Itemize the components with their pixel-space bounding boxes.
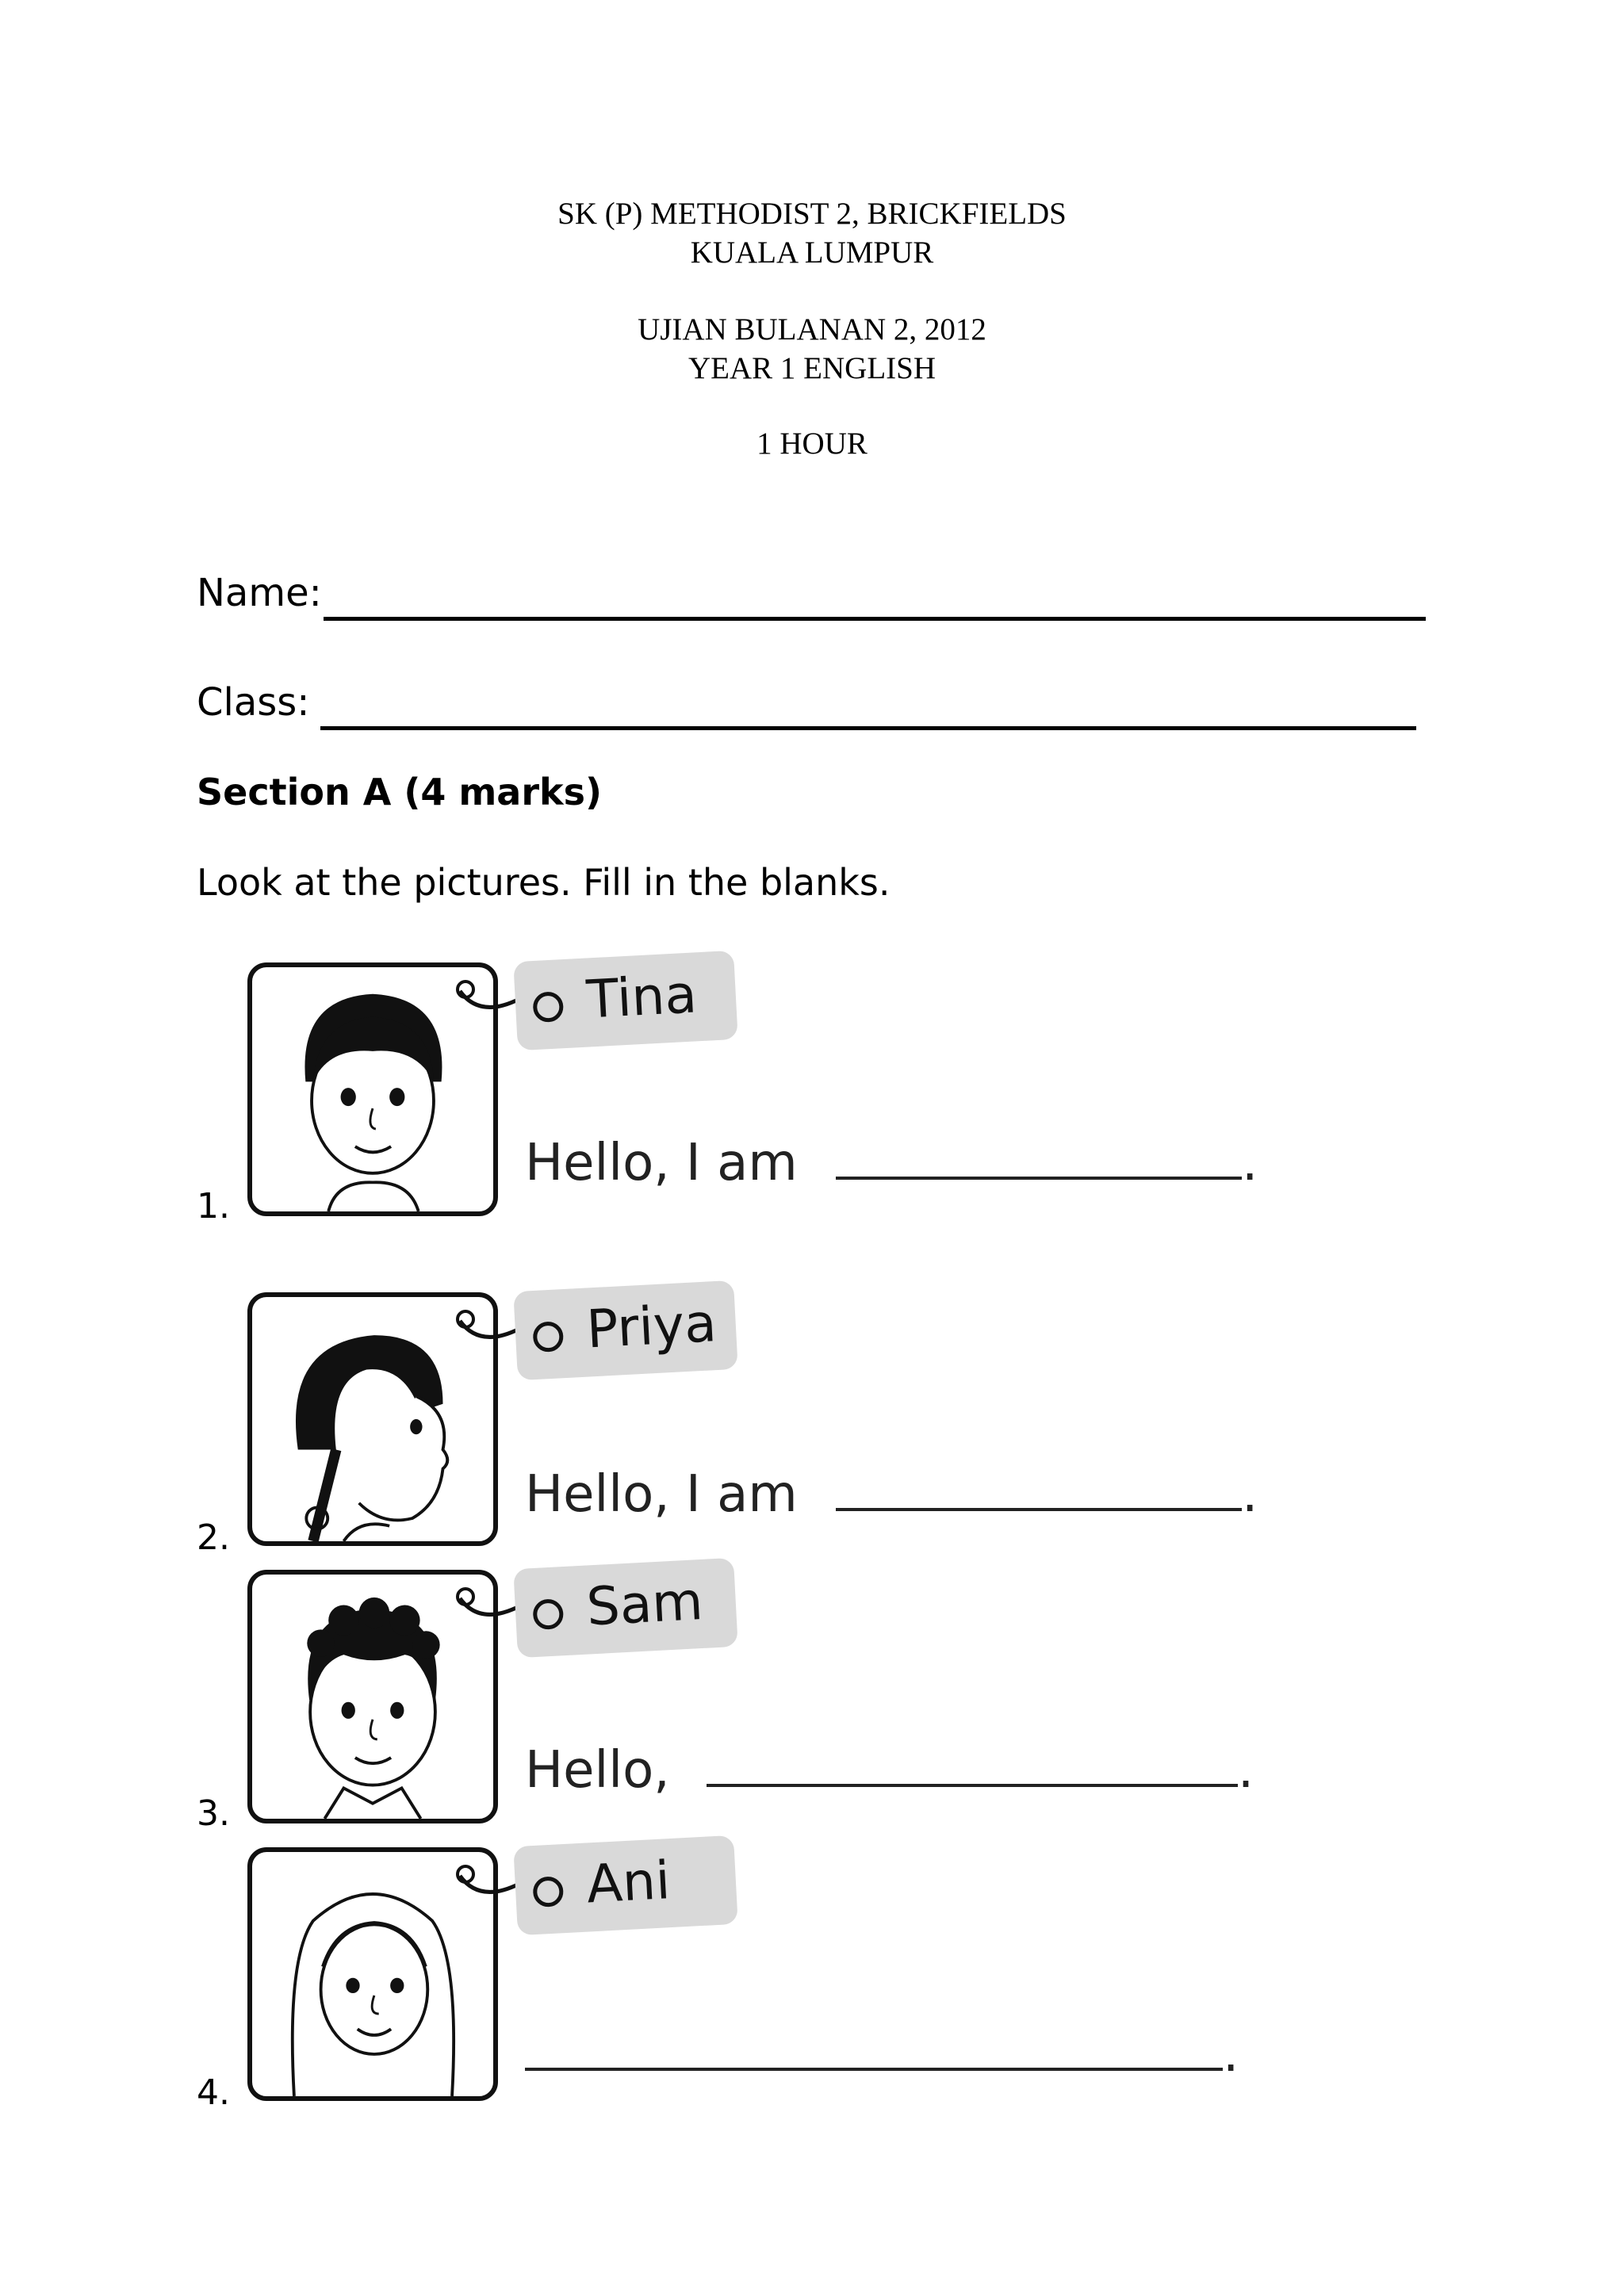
name-blank[interactable]: [324, 617, 1426, 621]
tag-ring-icon: [532, 1321, 564, 1353]
name-tag-priya: [513, 1280, 737, 1380]
period: .: [1242, 1134, 1258, 1192]
question-number: 3.: [197, 1793, 230, 1834]
prompt-text: Hello, I am: [525, 1134, 798, 1192]
school-city: KUALA LUMPUR: [690, 235, 934, 270]
name-tag-label: Sam: [584, 1570, 705, 1638]
sentence-2: [525, 1465, 1258, 1524]
tag-ring-icon: [532, 991, 564, 1023]
section-title: Section A (4 marks): [197, 771, 603, 813]
answer-blank[interactable]: [525, 2060, 1223, 2071]
question-number: 4.: [197, 2072, 230, 2113]
answer-blank[interactable]: [707, 1776, 1238, 1787]
name-tag-label: Tina: [584, 963, 699, 1031]
sentence-1: [525, 1134, 1258, 1192]
answer-blank[interactable]: [836, 1169, 1242, 1180]
name-tag-label: Priya: [584, 1292, 718, 1360]
question-number: 1.: [197, 1186, 230, 1226]
exam-duration: 1 HOUR: [756, 427, 868, 461]
answer-blank[interactable]: [836, 1500, 1242, 1511]
tag-ring-icon: [532, 1598, 564, 1630]
class-field: [197, 680, 309, 725]
class-label: Class:: [197, 680, 310, 725]
prompt-text: Hello,: [525, 1741, 670, 1800]
period: .: [1223, 2025, 1239, 2084]
instruction: Look at the pictures. Fill in the blanks.: [197, 861, 891, 904]
name-field: [197, 571, 322, 615]
sentence-3: [525, 1741, 1254, 1800]
tag-ring-icon: [532, 1876, 564, 1908]
name-tag-ani: [513, 1835, 737, 1935]
sentence-4: [525, 2025, 1239, 2084]
name-tag-tina: [513, 951, 737, 1050]
prompt-text: Hello, I am: [525, 1465, 798, 1524]
question-number: 2.: [197, 1517, 230, 1558]
name-label: Name:: [197, 571, 322, 615]
name-tag-sam: [513, 1558, 737, 1658]
period: .: [1237, 1741, 1254, 1800]
class-blank[interactable]: [320, 726, 1416, 730]
exam-title: UJIAN BULANAN 2, 2012: [638, 312, 986, 346]
subject-title: YEAR 1 ENGLISH: [688, 351, 936, 385]
name-tag-label: Ani: [584, 1850, 672, 1915]
school-name: SK (P) METHODIST 2, BRICKFIELDS: [557, 197, 1067, 231]
period: .: [1242, 1465, 1258, 1524]
